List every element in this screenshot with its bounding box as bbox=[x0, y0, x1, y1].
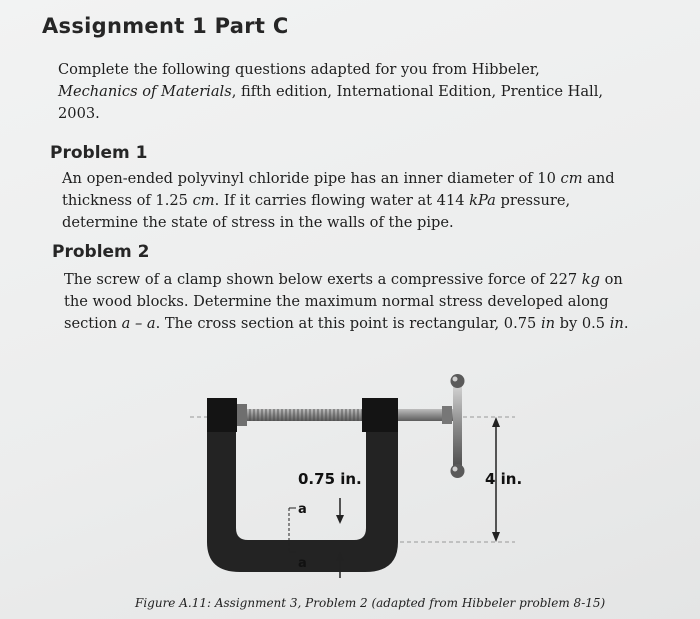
p2-l3-mid2: by 0.5 bbox=[555, 315, 610, 332]
page-title: Assignment 1 Part C bbox=[42, 14, 289, 38]
problem-1-heading: Problem 1 bbox=[50, 143, 148, 163]
handle-knob-bottom bbox=[451, 464, 465, 478]
figure-caption: Figure A.11: Assignment 3, Problem 2 (adapted from Hibbeler problem 8-15) bbox=[135, 596, 606, 610]
intro-line-2 bbox=[58, 81, 603, 103]
clamp-figure bbox=[150, 360, 570, 580]
clamp-jaw bbox=[237, 404, 247, 426]
section-symbol: a – a bbox=[121, 315, 156, 332]
p1-l1-text: An open-ended polyvinyl chloride pipe has an inner diameter of 10 bbox=[62, 170, 561, 187]
height-dimension-label: 4 in. bbox=[485, 470, 523, 488]
intro-line-2-rest: , fifth edition, International Edition, Prentice Hall, bbox=[231, 83, 603, 100]
force-arrow-down bbox=[336, 498, 344, 524]
intro-line-3: 2003. bbox=[58, 105, 100, 122]
clamp-top-block bbox=[207, 398, 237, 432]
p2-l1-end: on bbox=[599, 271, 623, 288]
unit-in: in bbox=[609, 315, 624, 332]
intro-paragraph bbox=[58, 59, 603, 125]
p2-l3-end: . bbox=[623, 315, 629, 332]
p1-l2-mid: . If it carries flowing water at 414 bbox=[214, 192, 470, 209]
p2-l1-text: The screw of a clamp shown below exerts a compressive force of 227 bbox=[64, 271, 582, 288]
unit-cm: cm bbox=[192, 192, 215, 209]
p1-l1-end: and bbox=[582, 170, 615, 187]
problem-2-line-2: the wood blocks. Determine the maximum normal stress developed along bbox=[64, 293, 609, 310]
width-dimension-label: 0.75 in. bbox=[298, 470, 362, 488]
p2-l3-mid: . The cross section at this point is rectangular, 0.75 bbox=[155, 315, 541, 332]
problem-2-line-3 bbox=[64, 313, 628, 335]
book-title: Mechanics of Materials bbox=[58, 83, 232, 100]
p2-l3-text: section bbox=[64, 315, 122, 332]
t-handle-rod bbox=[453, 382, 462, 470]
problem-2-line-1 bbox=[64, 269, 628, 291]
clamp-right-block bbox=[362, 398, 398, 432]
handle-knob-top bbox=[451, 374, 465, 388]
problem-1-line-2 bbox=[62, 190, 615, 212]
problem-1-line-3: determine the state of stress in the walls of the pipe. bbox=[62, 214, 454, 231]
p1-l2-text: thickness of 1.25 bbox=[62, 192, 193, 209]
unit-kpa: kPa bbox=[469, 192, 496, 209]
problem-2-heading: Problem 2 bbox=[52, 242, 150, 262]
screw-collar bbox=[442, 406, 452, 424]
handle-knob-bottom-highlight bbox=[453, 467, 458, 472]
unit-kg: kg bbox=[581, 271, 600, 288]
section-label-bottom: a bbox=[298, 556, 307, 571]
problem-1-text bbox=[62, 168, 615, 234]
unit-cm: cm bbox=[560, 170, 583, 187]
unit-in: in bbox=[540, 315, 556, 332]
section-label-top: a bbox=[298, 502, 307, 517]
problem-1-line-1 bbox=[62, 168, 615, 190]
problem-2-text bbox=[64, 269, 628, 335]
p1-l2-end: pressure, bbox=[495, 192, 571, 209]
handle-knob-top-highlight bbox=[453, 377, 458, 382]
intro-line-1: Complete the following questions adapted for you from Hibbeler, bbox=[58, 61, 540, 78]
